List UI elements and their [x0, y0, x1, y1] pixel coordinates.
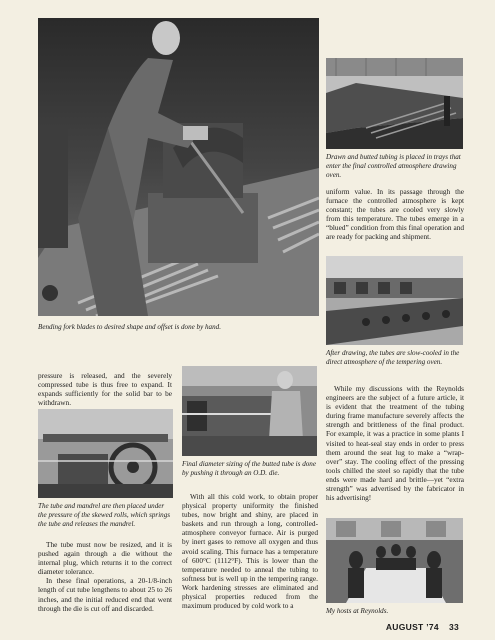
photo-oven-trays [326, 58, 463, 149]
paragraph-left-2: In these final operations, a 20-1/8-inch length of cut tube lengthens to about 25 to 26 inches, and the initial reduced end that went through the die is cut off and discarded. [38, 576, 172, 613]
caption-tempering: After drawing, the tubes are slow-cooled in the direct atmosphere of the tempering oven. [326, 349, 460, 366]
photo-tempering-oven [326, 256, 463, 345]
paragraph-middle: With all this cold work, to obtain proper physical property uniformity the finished tubes, now bright and shiny, are placed in baskets and run through a long, controlled-atmosphere conveyor furnace. Air is purged by inert gases to remove all oxygen and thus avoid scaling. This furnace has a temperature of 600°C (1112°F). This is lower than the temperature needed to anneal the tubing to softness but is well up in the tempering range. Work hardening stresses are eliminated and physical properties reduced from the maximum produced by cold work to a [182, 492, 318, 611]
caption-oven-trays: Drawn and butted tubing is placed in trays that enter the final controlled atmosphere drawing oven. [326, 153, 461, 179]
caption-sizing: Final diameter sizing of the butted tube is done by pushing it through an O.D. die. [182, 460, 316, 477]
photo-skewed-rolls [38, 409, 173, 498]
caption-bending: Bending fork blades to desired shape and offset is done by hand. [38, 323, 221, 331]
photo-fork-bending [38, 18, 319, 316]
paragraph-left-1: The tube must now be resized, and it is pushed again through a die without the internal plug, which returns it to the correct diameter tolerance. [38, 540, 172, 577]
caption-mandrel: The tube and mandrel are then placed under the pressure of the skewed rolls, which springs the tube and releases the mandrel. [38, 502, 171, 528]
text-right-top-body: uniform value. In its passage through the furnace the controlled atmosphere is kept constant; the tubes are cooled very slowly from this temperature. The tubes emerge in a “blued” condition from this final operation and are ready for packing and shipment. [326, 187, 464, 242]
text-right-top [326, 187, 464, 242]
paragraph-left-top: pressure is released, and the severely compressed tube is thus free to expand. It expands sufficiently for the solid bar to be withdrawn. [38, 371, 172, 408]
page-footer [386, 622, 459, 632]
caption-hosts: My hosts at Reynolds. [326, 607, 389, 615]
text-middle [182, 492, 318, 610]
text-left-top [38, 371, 172, 407]
photo-hosts [326, 518, 463, 603]
page-number: 33 [448, 622, 459, 632]
issue-date: AUGUST ’74 [385, 622, 439, 632]
text-right-bottom [326, 384, 464, 502]
paragraph-right-bottom: While my discussions with the Reynolds engineers are the subject of a future article, it is evident that the treatment of the tubing during frame manufacture severely affects the strength and brittleness of the final product. For example, it was a practice in some plants I visited to heat-seal stay ends in order to press them around the seat lug to make a “wrap-over” stay. The cooling effect of the pressing tools chilled the steel so rapidly that the tube ends were made hard and brittle—yet “extra strength” was advertised by the fabricator in his advertising! [326, 384, 464, 503]
photo-od-die-sizing [182, 366, 317, 456]
text-left-bottom [38, 540, 172, 613]
